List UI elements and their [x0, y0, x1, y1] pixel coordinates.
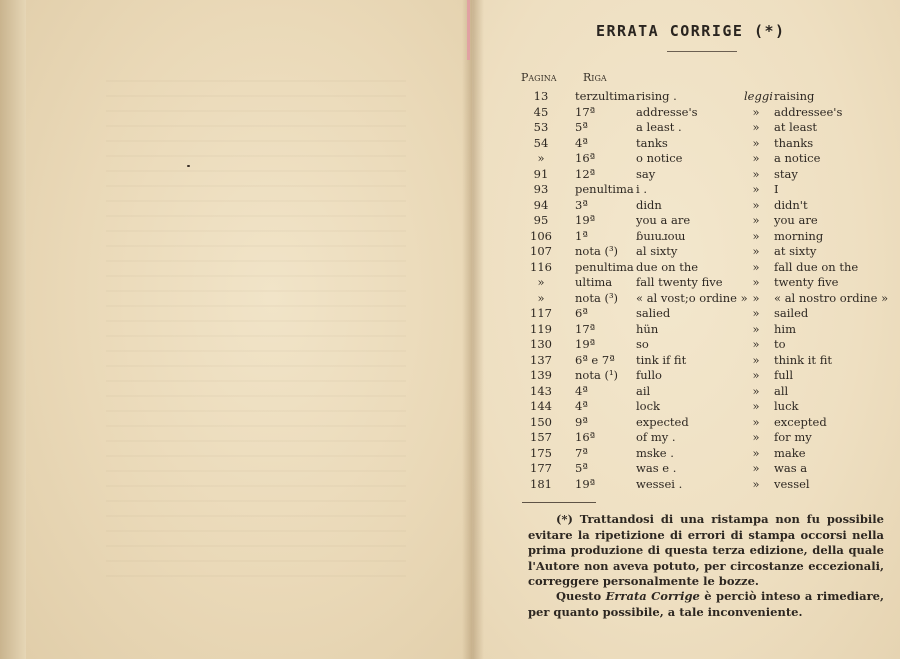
table-row	[0, 182, 900, 198]
cell-page: 95	[533, 213, 549, 227]
cell-correction: fall due on the	[774, 259, 859, 274]
table-row	[0, 291, 900, 307]
cell-correction: sailed	[774, 306, 809, 320]
cell-ditto: »	[752, 461, 760, 475]
cell-correction: didn't	[774, 197, 808, 212]
cell-line: 19ª	[575, 337, 596, 351]
cell-error: a least .	[636, 120, 682, 134]
table-row	[0, 260, 900, 276]
cell-page: »	[537, 290, 545, 305]
cell-line: 19ª	[575, 213, 596, 227]
cell-page: 181	[530, 476, 552, 491]
cell-error: mske .	[636, 445, 674, 460]
cell-ditto: »	[752, 352, 760, 367]
cell-ditto: »	[752, 135, 760, 150]
cell-correction: think it fit	[774, 352, 832, 367]
cell-page: 150	[530, 414, 552, 429]
footnote-text-start: Questo	[556, 589, 602, 603]
cell-line: 7ª	[575, 445, 588, 460]
cell-page: 116	[530, 259, 552, 274]
cell-page: 175	[530, 445, 552, 460]
cell-error: was e .	[636, 461, 677, 475]
cell-page: 91	[533, 166, 549, 181]
table-row	[0, 136, 900, 152]
cell-line: penultima	[575, 182, 634, 196]
cell-error: rising .	[636, 89, 677, 103]
cell-page: 139	[530, 368, 552, 382]
cell-correction: at least	[774, 120, 817, 134]
cell-error: ail	[636, 383, 651, 398]
cell-line: 16ª	[575, 430, 596, 444]
cell-correction: stay	[774, 166, 798, 181]
cell-error: salied	[636, 306, 671, 320]
cell-error: due on the	[636, 259, 699, 274]
cell-error: hün	[636, 321, 659, 336]
page-edge-mark	[467, 0, 470, 60]
cell-ditto: »	[752, 244, 760, 258]
cell-error: lock	[636, 399, 661, 413]
cell-page: 107	[530, 244, 552, 258]
cell-ditto: »	[752, 383, 760, 398]
cell-error: expected	[636, 414, 689, 429]
cell-ditto: »	[752, 275, 760, 289]
cell-correction: was a	[774, 461, 808, 475]
cell-page: 130	[530, 337, 552, 351]
table-row	[0, 322, 900, 338]
cell-error: of my .	[636, 430, 676, 444]
footnote-text-end: è perciò inteso a rimediare, per quanto possibile, a tale inconveniente.	[528, 589, 884, 619]
cell-page: 45	[533, 104, 549, 119]
table-row	[0, 399, 900, 415]
cell-correction: addressee's	[774, 104, 843, 119]
table-row	[0, 244, 900, 260]
cell-ditto: »	[752, 259, 760, 274]
cell-ditto: »	[752, 430, 760, 444]
cell-correction: you are	[774, 213, 818, 227]
cell-page: »	[537, 275, 545, 289]
cell-error: so	[636, 337, 649, 351]
cell-correction: I	[774, 182, 779, 196]
table-row	[0, 198, 900, 214]
cell-line: 5ª	[575, 461, 588, 475]
cell-ditto: »	[752, 306, 760, 320]
cell-ditto: »	[752, 445, 760, 460]
cell-error: didn	[636, 197, 662, 212]
cell-error: tanks	[636, 135, 668, 150]
cell-line: nota (¹)	[575, 368, 619, 382]
cell-correction: raising	[774, 89, 815, 103]
column-header-page: Pagina	[521, 71, 557, 84]
footnote-paragraph-2	[528, 589, 884, 620]
footnote-rule	[522, 502, 596, 503]
cell-line: 1ª	[575, 228, 588, 243]
cell-leggi: leggi	[744, 89, 773, 103]
cell-ditto: »	[752, 399, 760, 413]
cell-error: you a are	[636, 213, 691, 227]
table-row	[0, 275, 900, 291]
cell-correction: to	[774, 337, 786, 351]
cell-ditto: »	[752, 182, 760, 196]
cell-page: 157	[530, 430, 552, 444]
cell-page: 93	[533, 182, 549, 196]
cell-correction: luck	[774, 399, 799, 413]
cell-page: 13	[533, 89, 549, 103]
page-title: ERRATA CORRIGE (*)	[596, 22, 786, 40]
table-row	[0, 306, 900, 322]
table-row	[0, 368, 900, 384]
cell-correction: vessel	[774, 476, 810, 491]
cell-correction: excepted	[774, 414, 827, 429]
cell-page: 106	[530, 228, 552, 243]
cell-line: 6ª e 7ª	[575, 352, 615, 367]
cell-correction: at sixty	[774, 244, 817, 258]
cell-ditto: »	[752, 197, 760, 212]
table-row	[0, 151, 900, 167]
cell-ditto: »	[752, 337, 760, 351]
cell-ditto: »	[752, 166, 760, 181]
cell-error: al sixty	[636, 244, 678, 258]
cell-page: 137	[530, 352, 552, 367]
cell-line: 17ª	[575, 104, 596, 119]
cell-ditto: »	[752, 290, 760, 305]
table-row	[0, 229, 900, 245]
cell-ditto: »	[752, 120, 760, 134]
cell-correction: morning	[774, 228, 824, 243]
cell-correction: « al nostro ordine »	[774, 290, 889, 305]
cell-ditto: »	[752, 151, 760, 165]
table-row	[0, 120, 900, 136]
table-row	[0, 384, 900, 400]
cell-error: wessei .	[636, 476, 683, 491]
cell-error: i .	[636, 182, 647, 196]
cell-line: 5ª	[575, 120, 588, 134]
cell-line: 12ª	[575, 166, 596, 181]
cell-line: 6ª	[575, 306, 588, 320]
cell-correction: him	[774, 321, 796, 336]
cell-line: 19ª	[575, 476, 596, 491]
cell-line: nota (³)	[575, 290, 619, 305]
cell-line: 9ª	[575, 414, 588, 429]
cell-ditto: »	[752, 414, 760, 429]
cell-error: ɓuıuɹoɯ	[636, 228, 686, 243]
title-rule	[667, 51, 737, 52]
table-row	[0, 353, 900, 369]
cell-page: 54	[533, 135, 549, 150]
cell-ditto: »	[752, 104, 760, 119]
cell-page: »	[537, 151, 545, 165]
cell-page: 117	[530, 306, 552, 320]
cell-error: fullo	[636, 368, 662, 382]
cell-line: penultima	[575, 259, 634, 274]
cell-line: terzultima	[575, 89, 636, 103]
cell-correction: for my	[774, 430, 812, 444]
table-row	[0, 167, 900, 183]
table-row	[0, 337, 900, 353]
cell-error: tink if fit	[636, 352, 687, 367]
table-row	[0, 446, 900, 462]
footnote-paragraph-1: (*) Trattandosi di una ristampa non fu possibile evitare la ripetizione di errori di stampa occorsi nella prima produzione di questa terza edizione, della quale l'Autore non aveva potuto, per circostanze eccezionali, correggere personalmente le bozze.	[528, 512, 884, 588]
cell-correction: twenty five	[774, 275, 839, 289]
cell-line: 16ª	[575, 151, 596, 165]
cell-ditto: »	[752, 368, 760, 382]
table-row	[0, 105, 900, 121]
cell-line: 17ª	[575, 321, 596, 336]
table-row	[0, 89, 900, 105]
cell-page: 53	[533, 120, 549, 134]
cell-error: « al vost;o ordine »	[636, 290, 748, 305]
footnote-emphasis: Errata Corrige	[605, 589, 700, 603]
cell-correction: a notice	[774, 151, 821, 165]
cell-line: 4ª	[575, 135, 588, 150]
cell-correction: thanks	[774, 135, 814, 150]
cell-line: 4ª	[575, 383, 588, 398]
table-row	[0, 461, 900, 477]
cell-error: say	[636, 166, 656, 181]
cell-error: fall twenty five	[636, 275, 723, 289]
table-row	[0, 430, 900, 446]
cell-correction: make	[774, 445, 806, 460]
cell-line: ultima	[575, 275, 613, 289]
cell-correction: all	[774, 383, 789, 398]
cell-line: 4ª	[575, 399, 588, 413]
cell-page: 144	[530, 399, 552, 413]
cell-ditto: »	[752, 321, 760, 336]
cell-ditto: »	[752, 213, 760, 227]
cell-ditto: »	[752, 476, 760, 491]
table-row	[0, 477, 900, 493]
cell-line: 3ª	[575, 197, 588, 212]
cell-correction: full	[774, 368, 794, 382]
cell-ditto: »	[752, 228, 760, 243]
cell-page: 143	[530, 383, 552, 398]
cell-page: 119	[530, 321, 552, 336]
table-row	[0, 415, 900, 431]
cell-error: o notice	[636, 151, 683, 165]
column-header-line: Riga	[583, 71, 607, 84]
cell-page: 177	[530, 461, 552, 475]
cell-line: nota (³)	[575, 244, 619, 258]
cell-page: 94	[533, 197, 549, 212]
cell-error: addresse's	[636, 104, 698, 119]
table-row	[0, 213, 900, 229]
